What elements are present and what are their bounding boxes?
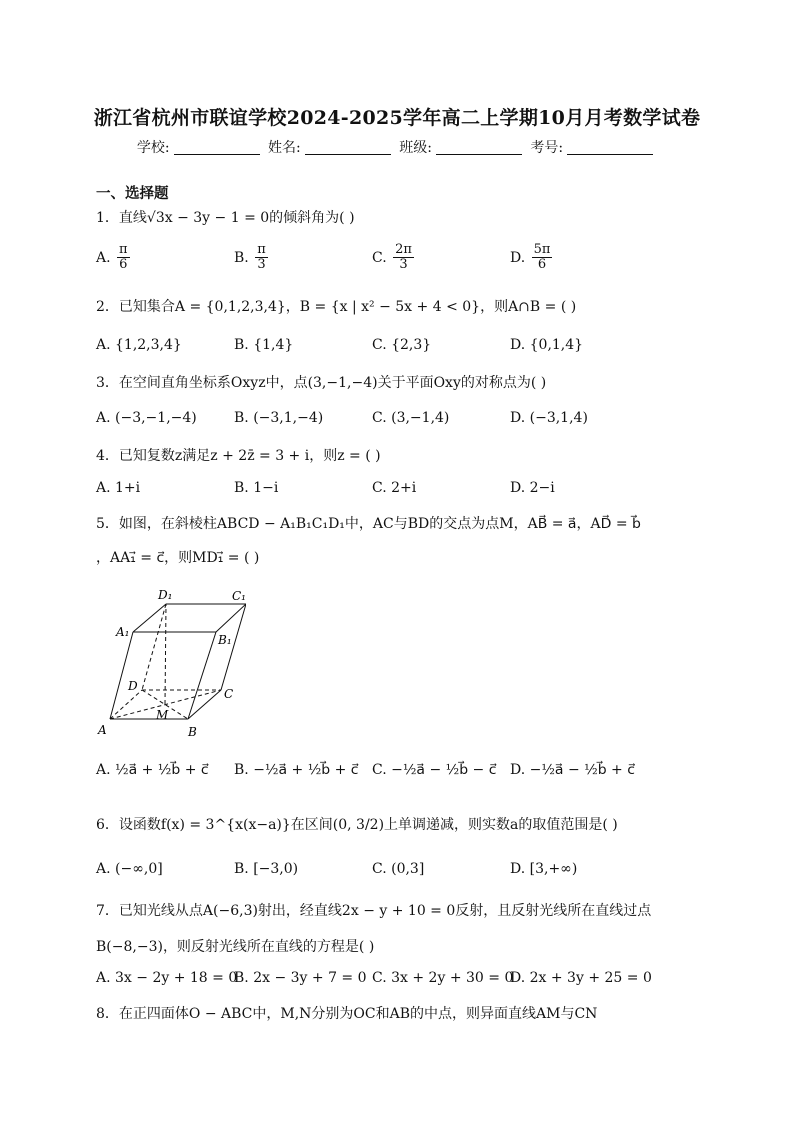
label-B: B: [188, 725, 197, 739]
q4-option-b[interactable]: B. 1−i: [234, 480, 279, 496]
prism-figure: [96, 586, 246, 744]
segment-M-D1: [165, 604, 166, 704]
q7-option-d[interactable]: D. 2x + 3y + 25 = 0: [510, 970, 652, 986]
class-blank[interactable]: [436, 140, 522, 155]
prism-diagram: [96, 586, 246, 744]
name-blank[interactable]: [305, 140, 391, 155]
question-1-stem: 1．直线√3x − 3y − 1 = 0的倾斜角为( ): [96, 210, 355, 226]
label-C: C: [224, 687, 234, 701]
q2-option-c[interactable]: C. {2,3}: [372, 337, 432, 353]
question-4-stem: 4．已知复数z满足z + 2z̄ = 3 + i，则z = ( ): [96, 448, 381, 464]
q2-option-b[interactable]: B. {1,4}: [234, 337, 294, 353]
exam-number-label: 考号:: [530, 140, 564, 156]
q4-option-c[interactable]: C. 2+i: [372, 480, 417, 496]
question-7-stem-line2: B(−8,−3)，则反射光线所在直线的方程是( ): [96, 939, 375, 955]
question-8-stem: 8．在正四面体O − ABC中，M,N分别为OC和AB的中点，则异面直线AM与CN: [96, 1006, 598, 1022]
edge-C-C1: [221, 604, 246, 690]
q2-option-d[interactable]: D. {0,1,4}: [510, 337, 584, 353]
section-heading: 一、选择题: [96, 185, 169, 202]
label-A1: A₁: [116, 625, 130, 639]
question-3-stem: 3．在空间直角坐标系Oxyz中，点(3,−1,−4)关于平面Oxy的对称点为( ): [96, 375, 547, 391]
question-2-stem: 2．已知集合A = {0,1,2,3,4}，B = {x | x² − 5x + 4 < 0}，则A∩B = ( ): [96, 299, 577, 315]
label-D: D: [128, 679, 138, 693]
q7-option-c[interactable]: C. 3x + 2y + 30 = 0: [372, 970, 514, 986]
q7-option-b[interactable]: B. 2x − 3y + 7 = 0: [234, 970, 367, 986]
question-6-stem: 6．设函数f(x) = 3^{x(x−a)}在区间(0, 3/2)上单调递减，则实数a的取值范围是( ): [96, 817, 618, 833]
q6-option-a[interactable]: A. (−∞,0]: [96, 861, 163, 877]
q5-option-c[interactable]: C. −½a⃗ − ½b⃗ − c⃗: [372, 762, 497, 778]
class-label: 班级:: [399, 140, 432, 156]
q1-option-b[interactable]: B. $\frac{\pi}{3}$: [234, 242, 266, 273]
q3-option-b[interactable]: B. (−3,1,−4): [234, 410, 324, 426]
q6-option-b[interactable]: B. [−3,0): [234, 861, 299, 877]
question-5-stem-line1: 5．如图，在斜棱柱ABCD − A₁B₁C₁D₁中，AC与BD的交点为点M，AB⃗ = a⃗，AD⃗ = b⃗: [96, 516, 641, 532]
edge-D-D1: [142, 604, 166, 690]
q1-option-d[interactable]: D. $\frac{5\pi}{6}$: [510, 242, 551, 273]
label-C1: C₁: [232, 589, 246, 603]
edge-B-B1: [188, 632, 216, 719]
q1-option-c[interactable]: C. $\frac{2\pi}{3}$: [372, 242, 412, 273]
q6-option-d[interactable]: D. [3,+∞): [510, 861, 578, 877]
q5-option-a[interactable]: A. ½a⃗ + ½b⃗ + c⃗: [96, 762, 209, 778]
exam-number-blank[interactable]: [567, 140, 653, 155]
q3-option-a[interactable]: A. (−3,−1,−4): [96, 410, 197, 426]
label-B1: B₁: [218, 633, 232, 647]
q6-option-c[interactable]: C. (0,3]: [372, 861, 425, 877]
school-blank[interactable]: [174, 140, 260, 155]
q1-option-a[interactable]: A. $\frac{\pi}{6}$: [96, 242, 128, 273]
q3-option-c[interactable]: C. (3,−1,4): [372, 410, 450, 426]
name-label: 姓名:: [268, 140, 301, 156]
q7-option-a[interactable]: A. 3x − 2y + 18 = 0: [96, 970, 238, 986]
edge-A1-D1: [133, 604, 166, 632]
question-5-stem-line2: ，AA₁⃗ = c⃗，则MD₁⃗ = ( ): [96, 550, 260, 566]
q2-option-a[interactable]: A. {1,2,3,4}: [96, 337, 182, 353]
label-D1: D₁: [158, 588, 173, 602]
exam-title: 浙江省杭州市联谊学校2024-2025学年高二上学期10月月考数学试卷: [93, 107, 701, 129]
label-M: M: [156, 708, 169, 722]
school-label: 学校:: [136, 140, 170, 156]
q4-option-a[interactable]: A. 1+i: [96, 480, 141, 496]
label-A: A: [98, 723, 107, 737]
student-info-row: [0, 137, 794, 157]
q4-option-d[interactable]: D. 2−i: [510, 480, 555, 496]
question-7-stem-line1: 7．已知光线从点A(−6,3)射出，经直线2x − y + 10 = 0反射，且反射光线所在直线过点: [96, 903, 652, 919]
q3-option-d[interactable]: D. (−3,1,4): [510, 410, 588, 426]
q5-option-b[interactable]: B. −½a⃗ + ½b⃗ + c⃗: [234, 762, 359, 778]
q5-option-d[interactable]: D. −½a⃗ − ½b⃗ + c⃗: [510, 762, 635, 778]
edge-A-A1: [110, 632, 133, 719]
